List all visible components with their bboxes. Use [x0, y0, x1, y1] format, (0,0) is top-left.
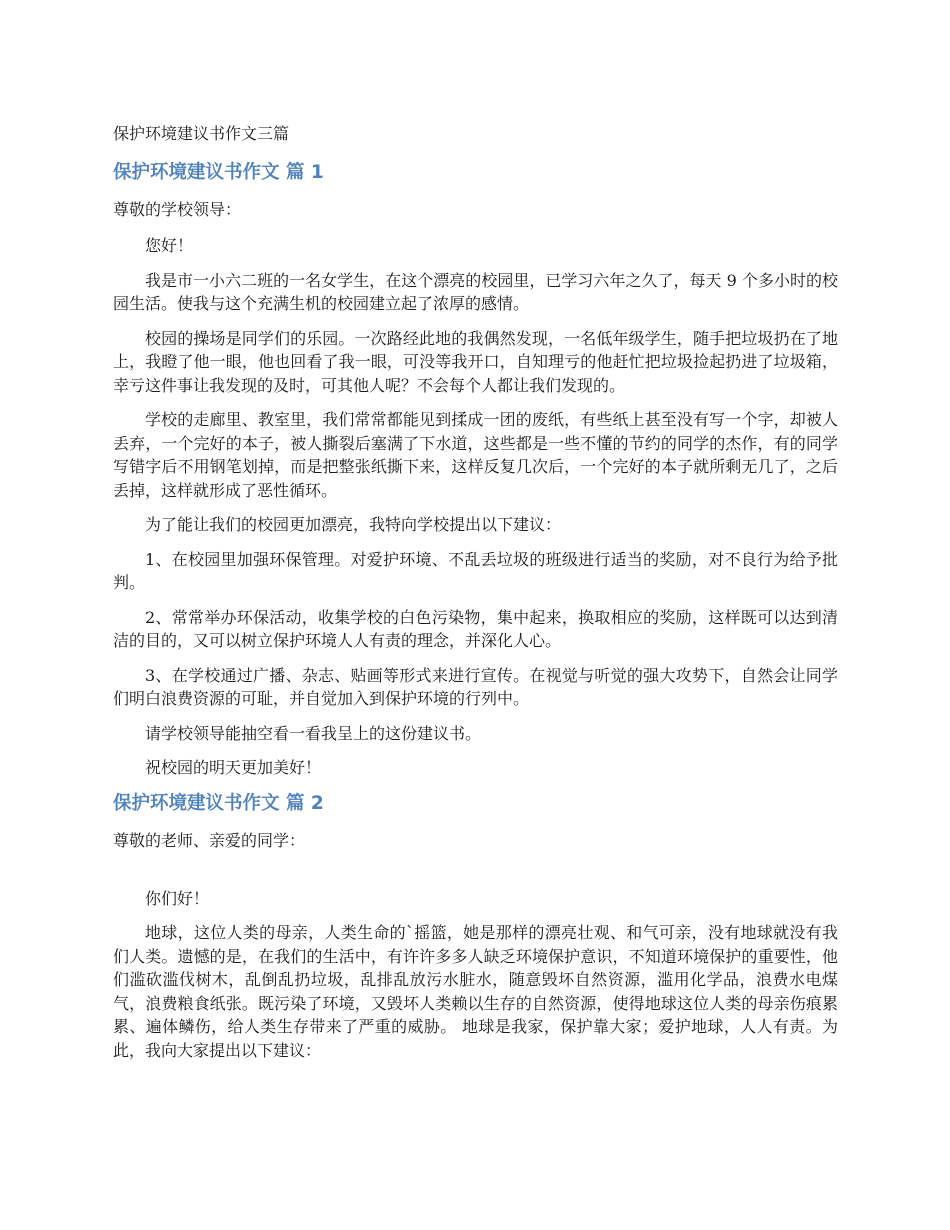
- suggestion-item: 3、在学校通过广播、杂志、贴画等形式来进行宣传。在视觉与听觉的强大攻势下，自然会让同学们明白浪费资源的可耻，并自觉加入到保护环境的行列中。: [113, 665, 838, 708]
- section-1: [113, 160, 838, 780]
- closing-line: 祝校园的明天更加美好！: [145, 758, 322, 777]
- paragraph: 校园的操场是同学们的乐园。一次路经此地的我偶然发现，一名低年级学生，随手把垃圾扔在了地上，我瞪了他一眼，他也回看了我一眼，可没等我开口，自知理亏的他赶忙把垃圾捡起扔进了垃圾箱，幸亏这件事让我发现的及时，可其他人呢？不会每个人都让我们发现的。: [113, 328, 838, 395]
- blank-line: [113, 865, 838, 887]
- salutation: 尊敬的老师、亲爱的同学：: [113, 830, 306, 850]
- document-page: [113, 122, 838, 1073]
- paragraph: 您好！: [145, 236, 194, 255]
- salutation: 尊敬的学校领导：: [113, 200, 242, 219]
- section-heading: 保护环境建议书作文 篇 1: [113, 162, 324, 183]
- paragraph: 请学校领导能抽空看一看我呈上的这份建议书。: [145, 723, 482, 743]
- section-2: [113, 791, 838, 1063]
- paragraph: 你们好！: [145, 888, 210, 908]
- paragraph: 为了能让我们的校园更加漂亮，我特向学校提出以下建议：: [145, 515, 562, 534]
- paragraph: 我是市一小六二班的一名女学生，在这个漂亮的校园里，已学习六年之久了，每天 9 个多小时的校园生活。使我与这个充满生机的校园建立起了浓厚的感情。: [113, 270, 838, 313]
- suggestion-item: 2、常常举办环保活动，收集学校的白色污染物，集中起来，换取相应的奖励，这样既可以达到清洁的目的，又可以树立保护环境人人有责的理念，并深化人心。: [113, 607, 838, 650]
- suggestion-item: 1、在校园里加强环保管理。对爱护环境、不乱丢垃圾的班级进行适当的奖励，对不良行为给予批判。: [113, 549, 838, 592]
- section-heading: 保护环境建议书作文 篇 2: [113, 792, 324, 814]
- paragraph: 学校的走廊里、教室里，我们常常都能见到揉成一团的废纸，有些纸上甚至没有写一个字，却被人丢弃，一个完好的本子，被人撕裂后塞满了下水道，这些都是一些不懂的节约的同学的杰作，有的同学写错字后不用钢笔划掉，而是把整张纸撕下来，这样反复几次后，一个完好的本子就所剩无几了，之后丢掉，这样就形成了恶性循环。: [113, 410, 838, 500]
- document-title: 保护环境建议书作文三篇: [113, 124, 290, 143]
- paragraph: 地球，这位人类的母亲，人类生命的`摇篮，她是那样的漂亮壮观、和气可亲，没有地球就没有我们人类。遗憾的是，在我们的生活中，有许许多多人缺乏环境保护意识，不知道环境保护的重要性，他们滥砍滥伐树木，乱倒乱扔垃圾，乱排乱放污水脏水，随意毁坏自然资源，滥用化学品，浪费水电煤气，浪费粮食纸张。既污染了环境，又毁坏人类赖以生存的自然资源，使得地球这位人类的母亲伤痕累累、遍体鳞伤，给人类生存带来了严重的威胁。 地球是我家，保护靠大家；爱护地球，人人有责。为此，我向大家提出以下建议：: [113, 923, 838, 1060]
